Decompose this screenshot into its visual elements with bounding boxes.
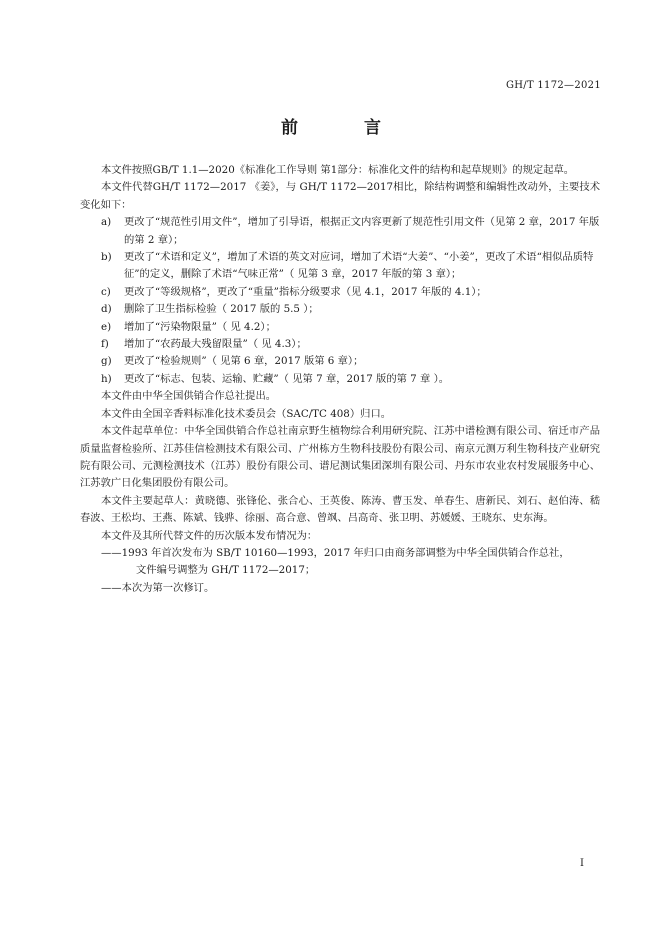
- paragraph-drafting-units: 本文件起草单位：中华全国供销合作总社南京野生植物综合利用研究院、江苏中谱检测有限公司、宿迁市产品质量监督检验所、江苏佳信检测技术有限公司、广州栋方生物科技股份有限公司、南京元测万利生物科技产业研究院有限公司、元测检测技术（江苏）股份有限公司、谱尼测试集团深圳有限公司、丹东市农业农村发展服务中心、江苏敦广日化集团股份有限公司。: [80, 425, 600, 490]
- list-item: [80, 284, 600, 301]
- list-item-text: 更改了“标志、包装、运输、贮藏”（ 见第 7 章，2017 版的第 7 章 ）。: [124, 372, 450, 385]
- list-item-text: 更改了“规范性引用文件”，增加了引导语，根据正文内容更新了规范性引用文件（见第 2 章，2017 年版的第 2 章）；: [124, 216, 600, 246]
- page-number: I: [580, 858, 584, 869]
- list-item-text: 增加了“污染物限量”（ 见 4.2）；: [124, 320, 276, 333]
- history-item-revision: ——本次为第一次修订。: [101, 581, 215, 594]
- list-item-label: c): [101, 285, 111, 298]
- paragraph-version-history-intro: 本文件及其所代替文件的历次版本发布情况为：: [101, 529, 318, 542]
- list-item-label: g): [101, 355, 112, 368]
- list-item: [80, 371, 600, 388]
- list-item: [80, 301, 600, 318]
- list-item-text: 增加了“农药最大残留限量”（ 见 4.3）；: [124, 338, 307, 351]
- list-item: [80, 319, 600, 336]
- list-item-label: d): [101, 303, 112, 316]
- version-history: [80, 545, 600, 597]
- paragraph-committee: 本文件由全国辛香料标准化技术委员会（SAC/TC 408）归口。: [101, 407, 392, 420]
- list-item-text: 更改了“检验规则”（ 见第 6 章，2017 版第 6 章）；: [124, 355, 364, 368]
- standard-code: GH/T 1172—2021: [505, 80, 601, 91]
- history-item-first-release: ——1993 年首次发布为 SB/T 10160—1993，2017 年归口由商务部调整为中华全国供销合作总社，: [101, 546, 570, 559]
- list-item-label: b): [101, 251, 112, 264]
- list-item: [80, 214, 600, 249]
- foreword-body: [80, 162, 600, 597]
- list-item-label: a): [101, 216, 112, 229]
- list-item-text: 更改了“术语和定义”，增加了术语的英文对应词，增加了术语“大姜”、“小姜”，更改了术语“相似品质特征”的定义，删除了术语“气味正常”（ 见第 3 章，2017 年版的第 3 章）；: [124, 251, 594, 281]
- page-title: 前 言: [281, 118, 411, 138]
- list-item: [80, 353, 600, 370]
- paragraph-replacement: 本文件代替GH/T 1172—2017 《姜》，与 GH/T 1172—2017相比，除结构调整和编辑性改动外，主要技术变化如下：: [80, 181, 600, 211]
- list-item: [80, 249, 600, 284]
- list-item-label: e): [101, 320, 112, 333]
- changes-list: [80, 214, 600, 388]
- list-item-text: 更改了“等级规格”，更改了“重量”指标分级要求（见 4.1，2017 年版的 4.1）；: [124, 285, 487, 298]
- paragraph-drafting-rules: 本文件按照GB/T 1.1—2020《标准化工作导则 第1部分：标准化文件的结构和起草规则》的规定起草。: [101, 164, 575, 176]
- paragraph-proposer: 本文件由中华全国供销合作总社提出。: [101, 390, 277, 403]
- list-item: [80, 336, 600, 353]
- list-item-label: f): [101, 338, 109, 351]
- paragraph-drafters: 本文件主要起草人：黄晓德、张锋伦、张合心、王英俊、陈涛、曹玉发、单春生、唐新民、刘石、赵伯涛、嵇春波、王松均、王燕、陈斌、钱骅、徐丽、高合意、曾飒、吕高奇、张卫明、苏媛媛、王晓东、史东海。: [80, 494, 600, 525]
- list-item-text: 删除了卫生指标检验（ 2017 版的 5.5 ）；: [124, 303, 319, 316]
- history-item-first-release-continued: 文件编号调整为 GH/T 1172—2017；: [136, 564, 316, 577]
- list-item-label: h): [101, 372, 112, 385]
